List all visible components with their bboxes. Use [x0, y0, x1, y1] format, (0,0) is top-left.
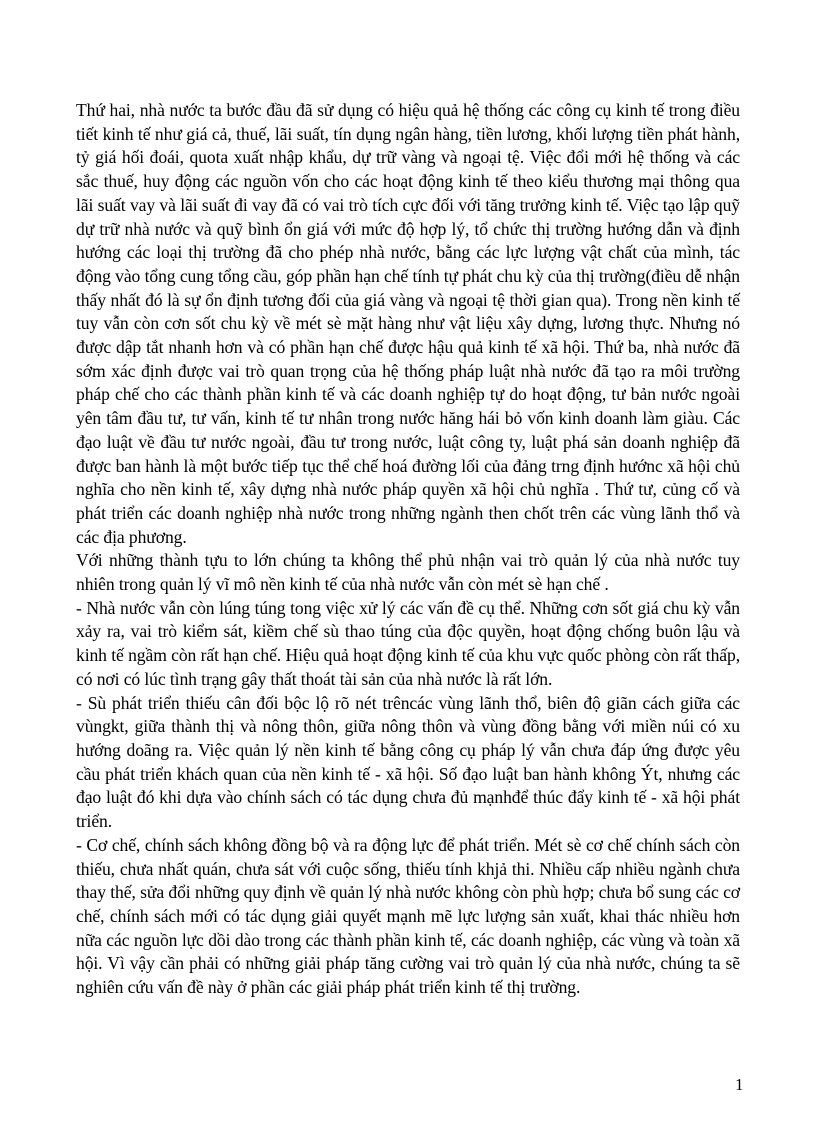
- page-number: 1: [735, 1075, 744, 1094]
- paragraph-limitation-3: - Cơ chế, chính sách không đồng bộ và ra động lực để phát triển. Mét sè cơ chế chính sách còn thiếu, chưa nhất quán, chưa sát với cuộc sống, thiếu tính khjả thi. Nhiều cấp nhiều ngành chưa thay thế, sửa đổi những quy định về quản lý nhà nước không còn phù hợp; chưa bổ sung các cơ chế, chính sách mới có tác dụng giải quyết mạnh mẽ lực lượng sản xuất, khai thác nhiều hơn nữa các nguồn lực dồi dào trong các thành phần kinh tế, các doanh nghiệp, các vùng và toàn xã hội. Vì vậy cần phải có những giải pháp tăng cường vai trò quản lý của nhà nước, chúng ta sẽ nghiên cứu vấn đề này ở phần các giải pháp phát triển kinh tế thị trường.: [76, 834, 740, 998]
- document-body: [76, 99, 740, 1000]
- paragraph-limitation-2: - Sù phát triển thiếu cân đối bộc lộ rõ nét trêncác vùng lãnh thổ, biên độ giãn cách giữa các vùngkt, giữa thành thị và nông thôn, giữa nông thôn và vùng đồng bằng với miền núi có xu hướng doãng ra. Việc quản lý nền kinh tế bằng công cụ pháp lý vẫn chưa đáp ứng được yêu cầu phát triển khách quan của nền kinh tế - xã hội. Số đạo luật ban hành không Ýt, nhưng các đạo luật đó khi dựa vào chính sách có tác dụng chưa đủ mạnhđể thúc đẩy kinh tế - xã hội phát triển.: [76, 692, 740, 832]
- paragraph-limitation-1: - Nhà nước vẫn còn lúng túng tong việc xử lý các vấn đề cụ thể. Những cơn sốt giá chu kỳ vẫn xảy ra, vai trò kiểm sát, kiềm chế sù thao túng của độc quyền, hoạt động chống buôn lậu và kinh tế ngầm còn rất hạn chế. Hiệu quả hoạt động kinh tế của khu vực quốc phòng còn rất thấp, có nơi có lúc tình trạng gây thất thoát tài sản của nhà nước là rất lớn.: [76, 597, 740, 689]
- paragraph-summary: Với những thành tựu to lớn chúng ta không thể phủ nhận vai trò quản lý của nhà nước tuy nhiên trong quản lý vĩ mô nền kinh tế của nhà nước vẫn còn mét sè hạn chế .: [76, 550, 740, 595]
- paragraph-achievements: Thứ hai, nhà nước ta bước đầu đã sử dụng có hiệu quả hệ thống các công cụ kinh tế trong điều tiết kinh tế như giá cả, thuế, lãi suất, tín dụng ngân hàng, tiền lương, khối lượng tiền phát hành, tỷ giá hối đoái, quota xuất nhập khẩu, dự trữ vàng và ngoại tệ. Việc đổi mới hệ thống và các sắc thuế, huy động các nguồn vốn cho các hoạt động kinh tế theo kiểu thương mại thông qua lãi suất vay và lãi suất đi vay đã có vai trò tích cực đối với tăng trưởng kinh tế. Việc tạo lập quỹ dự trữ nhà nước và quỹ bình ổn giá với mức độ hợp lý, tổ chức thị trường hướng dẫn và định hướng các loại thị trường đã cho phép nhà nước, bằng các lực lượng vật chất của mình, tác động vào tổng cung tổng cầu, góp phần hạn chế tính tự phát chu kỳ của thị trường(điều dễ nhận thấy nhất đó là sự ổn định tương đối của giá vàng và ngoại tệ thời gian qua). Trong nền kinh tế tuy vẫn còn cơn sốt chu kỳ về mét sè mặt hàng như vật liệu xây dựng, lương thực. Nhưng nó được dập tắt nhanh hơn và có phần hạn chế được hậu quả kinh tế xã hội. Thứ ba, nhà nước đã sớm xác định được vai trò quan trọng của hệ thống pháp luật nhà nước đã tạo ra môi trường pháp chế cho các thành phần kinh tế và các doanh nghiệp tự do hoạt động, tư bản nước ngoài yên tâm đầu tư, tư vấn, kinh tế tư nhân trong nước hăng hái bỏ vốn kinh doanh làm giàu. Các đạo luật về đầu tư nước ngoài, đầu tư trong nước, luật công ty, luật phá sản doanh nghiệp đã được ban hành là một bước tiếp tục thể chế hoá đường lối của đảng trng định hướnc xã hội chủ nghĩa cho nền kinh tế, xây dựng nhà nước pháp quyền xã hội chủ nghĩa . Thứ tư, củng cố và phát triển các doanh nghiệp nhà nước trong những ngành then chốt trên các vùng lãnh thổ và các địa phương.: [76, 100, 740, 547]
